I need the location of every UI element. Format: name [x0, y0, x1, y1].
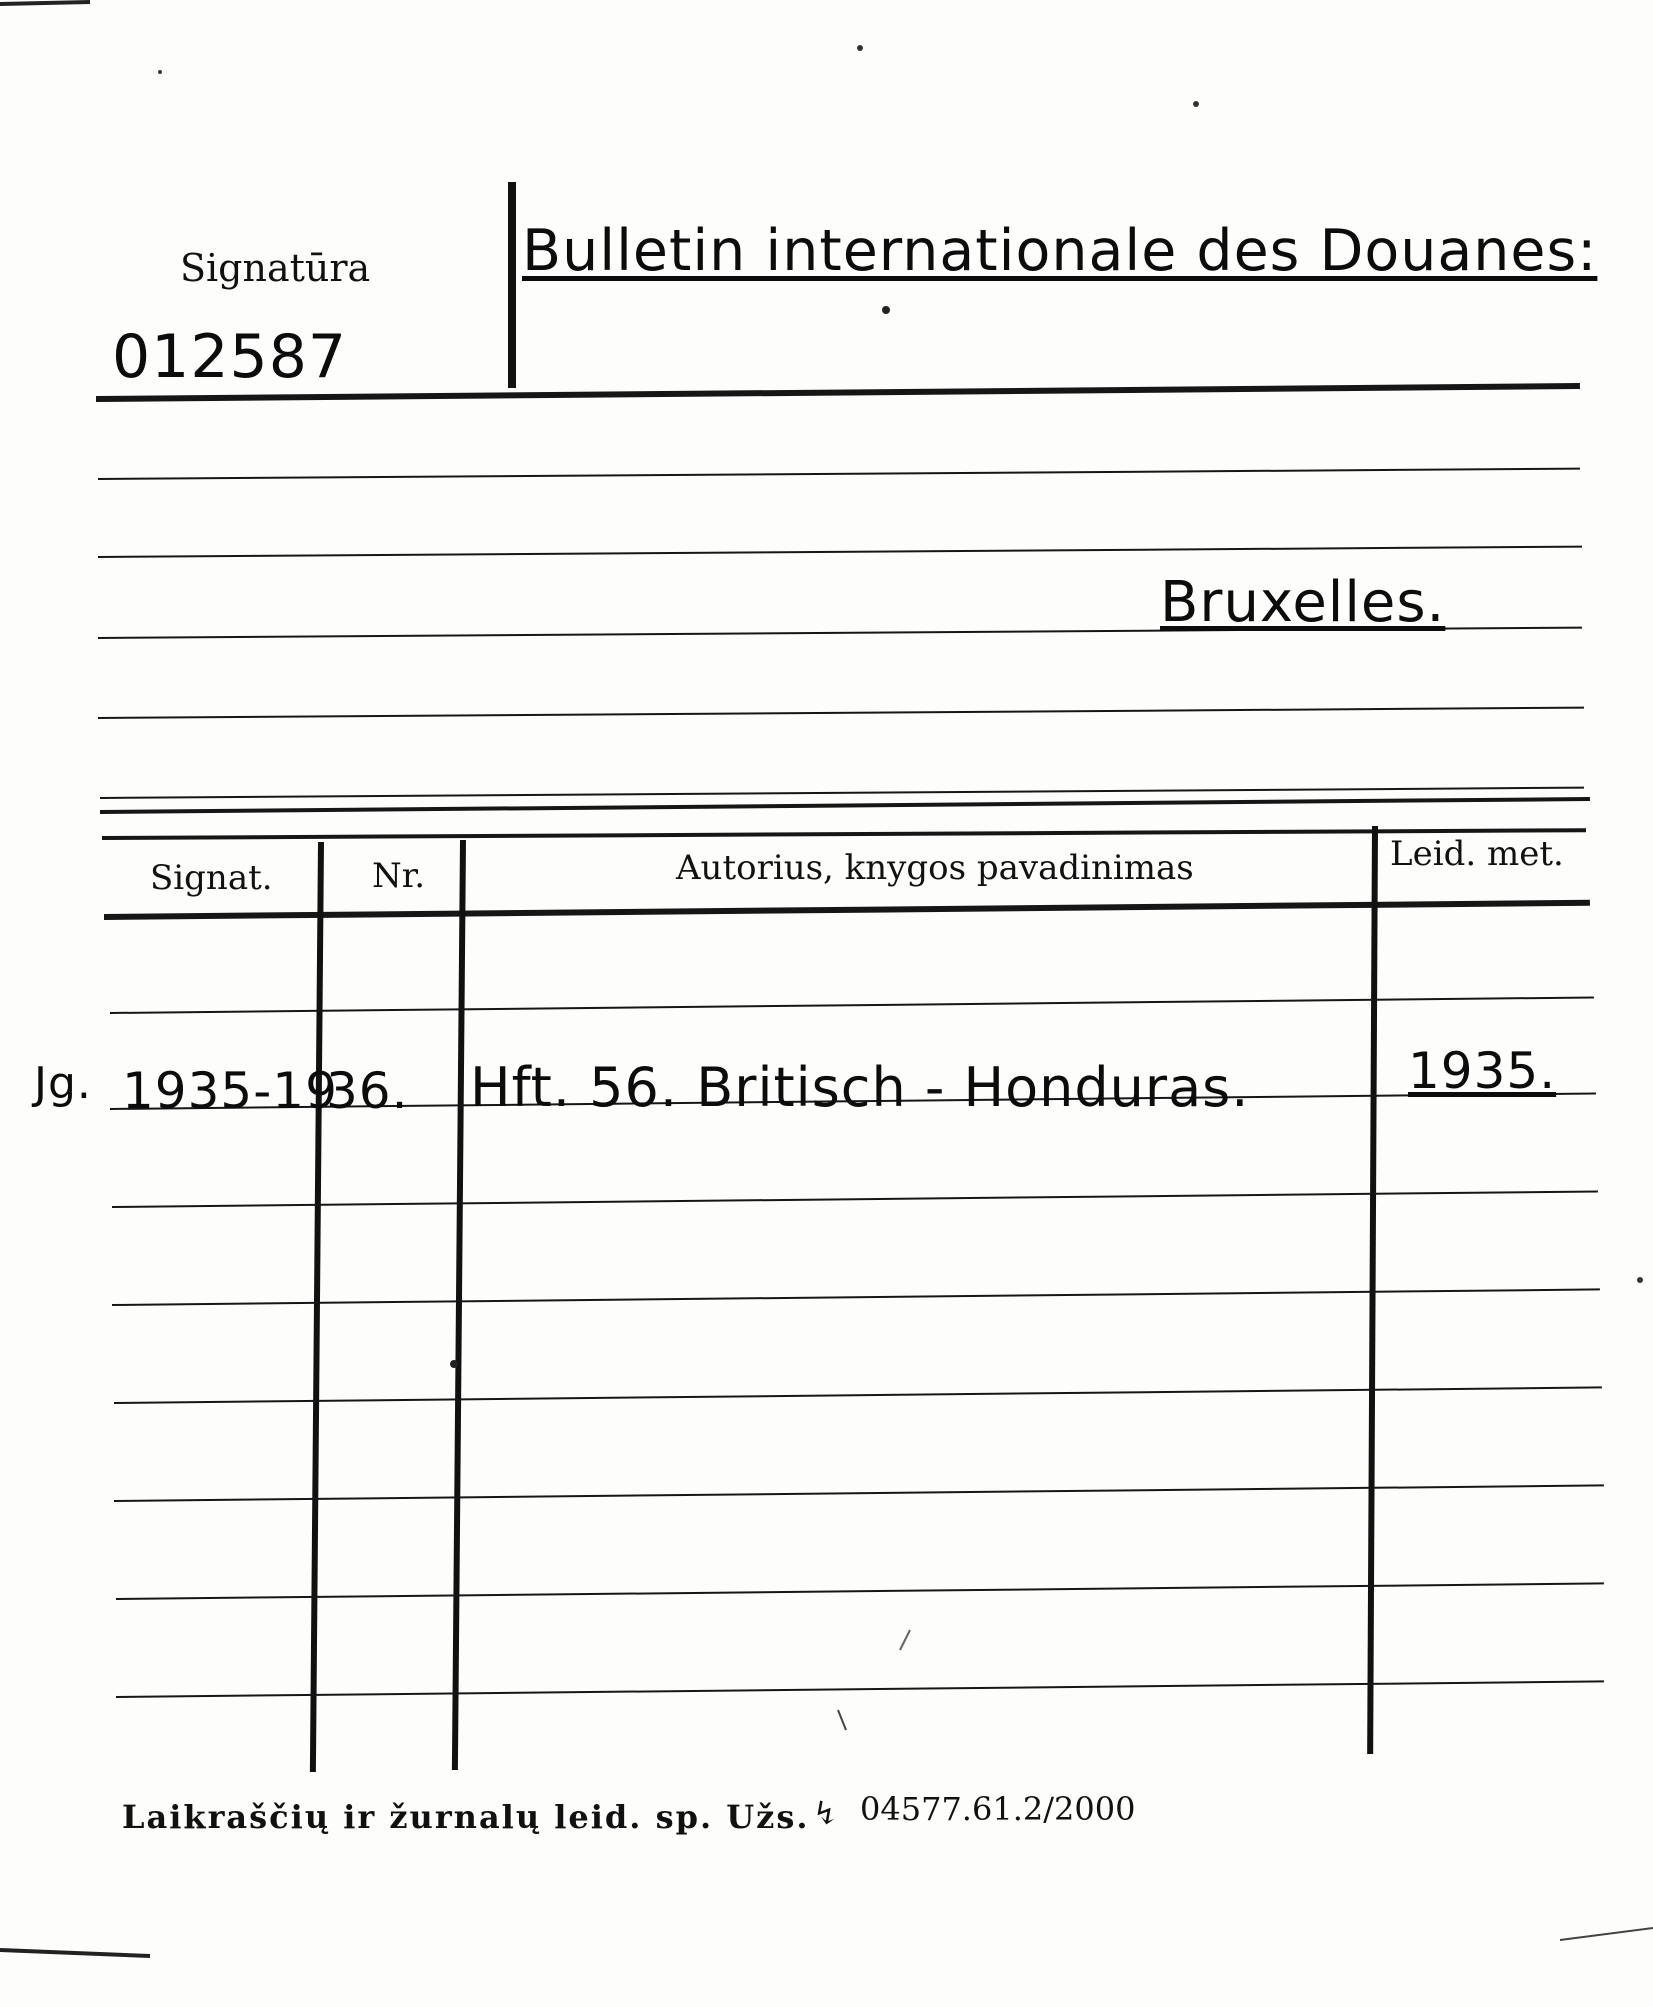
- column-header-signat: Signat.: [150, 858, 273, 898]
- entry-year: 1935.: [1408, 1042, 1557, 1100]
- column-header-leid-met: Leid. met.: [1390, 834, 1564, 874]
- column-header-nr: Nr.: [372, 856, 426, 896]
- entry-title: Hft. 56. Britisch - Honduras.: [470, 1056, 1250, 1119]
- printer-imprint: Laikraščių ir žurnalų leid. sp. Užs.: [122, 1798, 810, 1836]
- column-header-autorius: Autorius, knygos pavadinimas: [676, 848, 1194, 888]
- entry-nr: 36.: [326, 1062, 409, 1120]
- entry-signat: 1935-19: [122, 1062, 338, 1120]
- periodical-title: Bulletin internationale des Douanes:: [522, 218, 1598, 284]
- margin-note: Jg.: [34, 1058, 92, 1109]
- order-number: 04577.61.2/2000: [860, 1790, 1136, 1828]
- signatura-value: 012587: [112, 322, 348, 392]
- place-of-publication: Bruxelles.: [1160, 570, 1446, 635]
- signatura-label: Signatūra: [180, 246, 371, 290]
- stamp-mark-icon: ↯: [812, 1794, 839, 1832]
